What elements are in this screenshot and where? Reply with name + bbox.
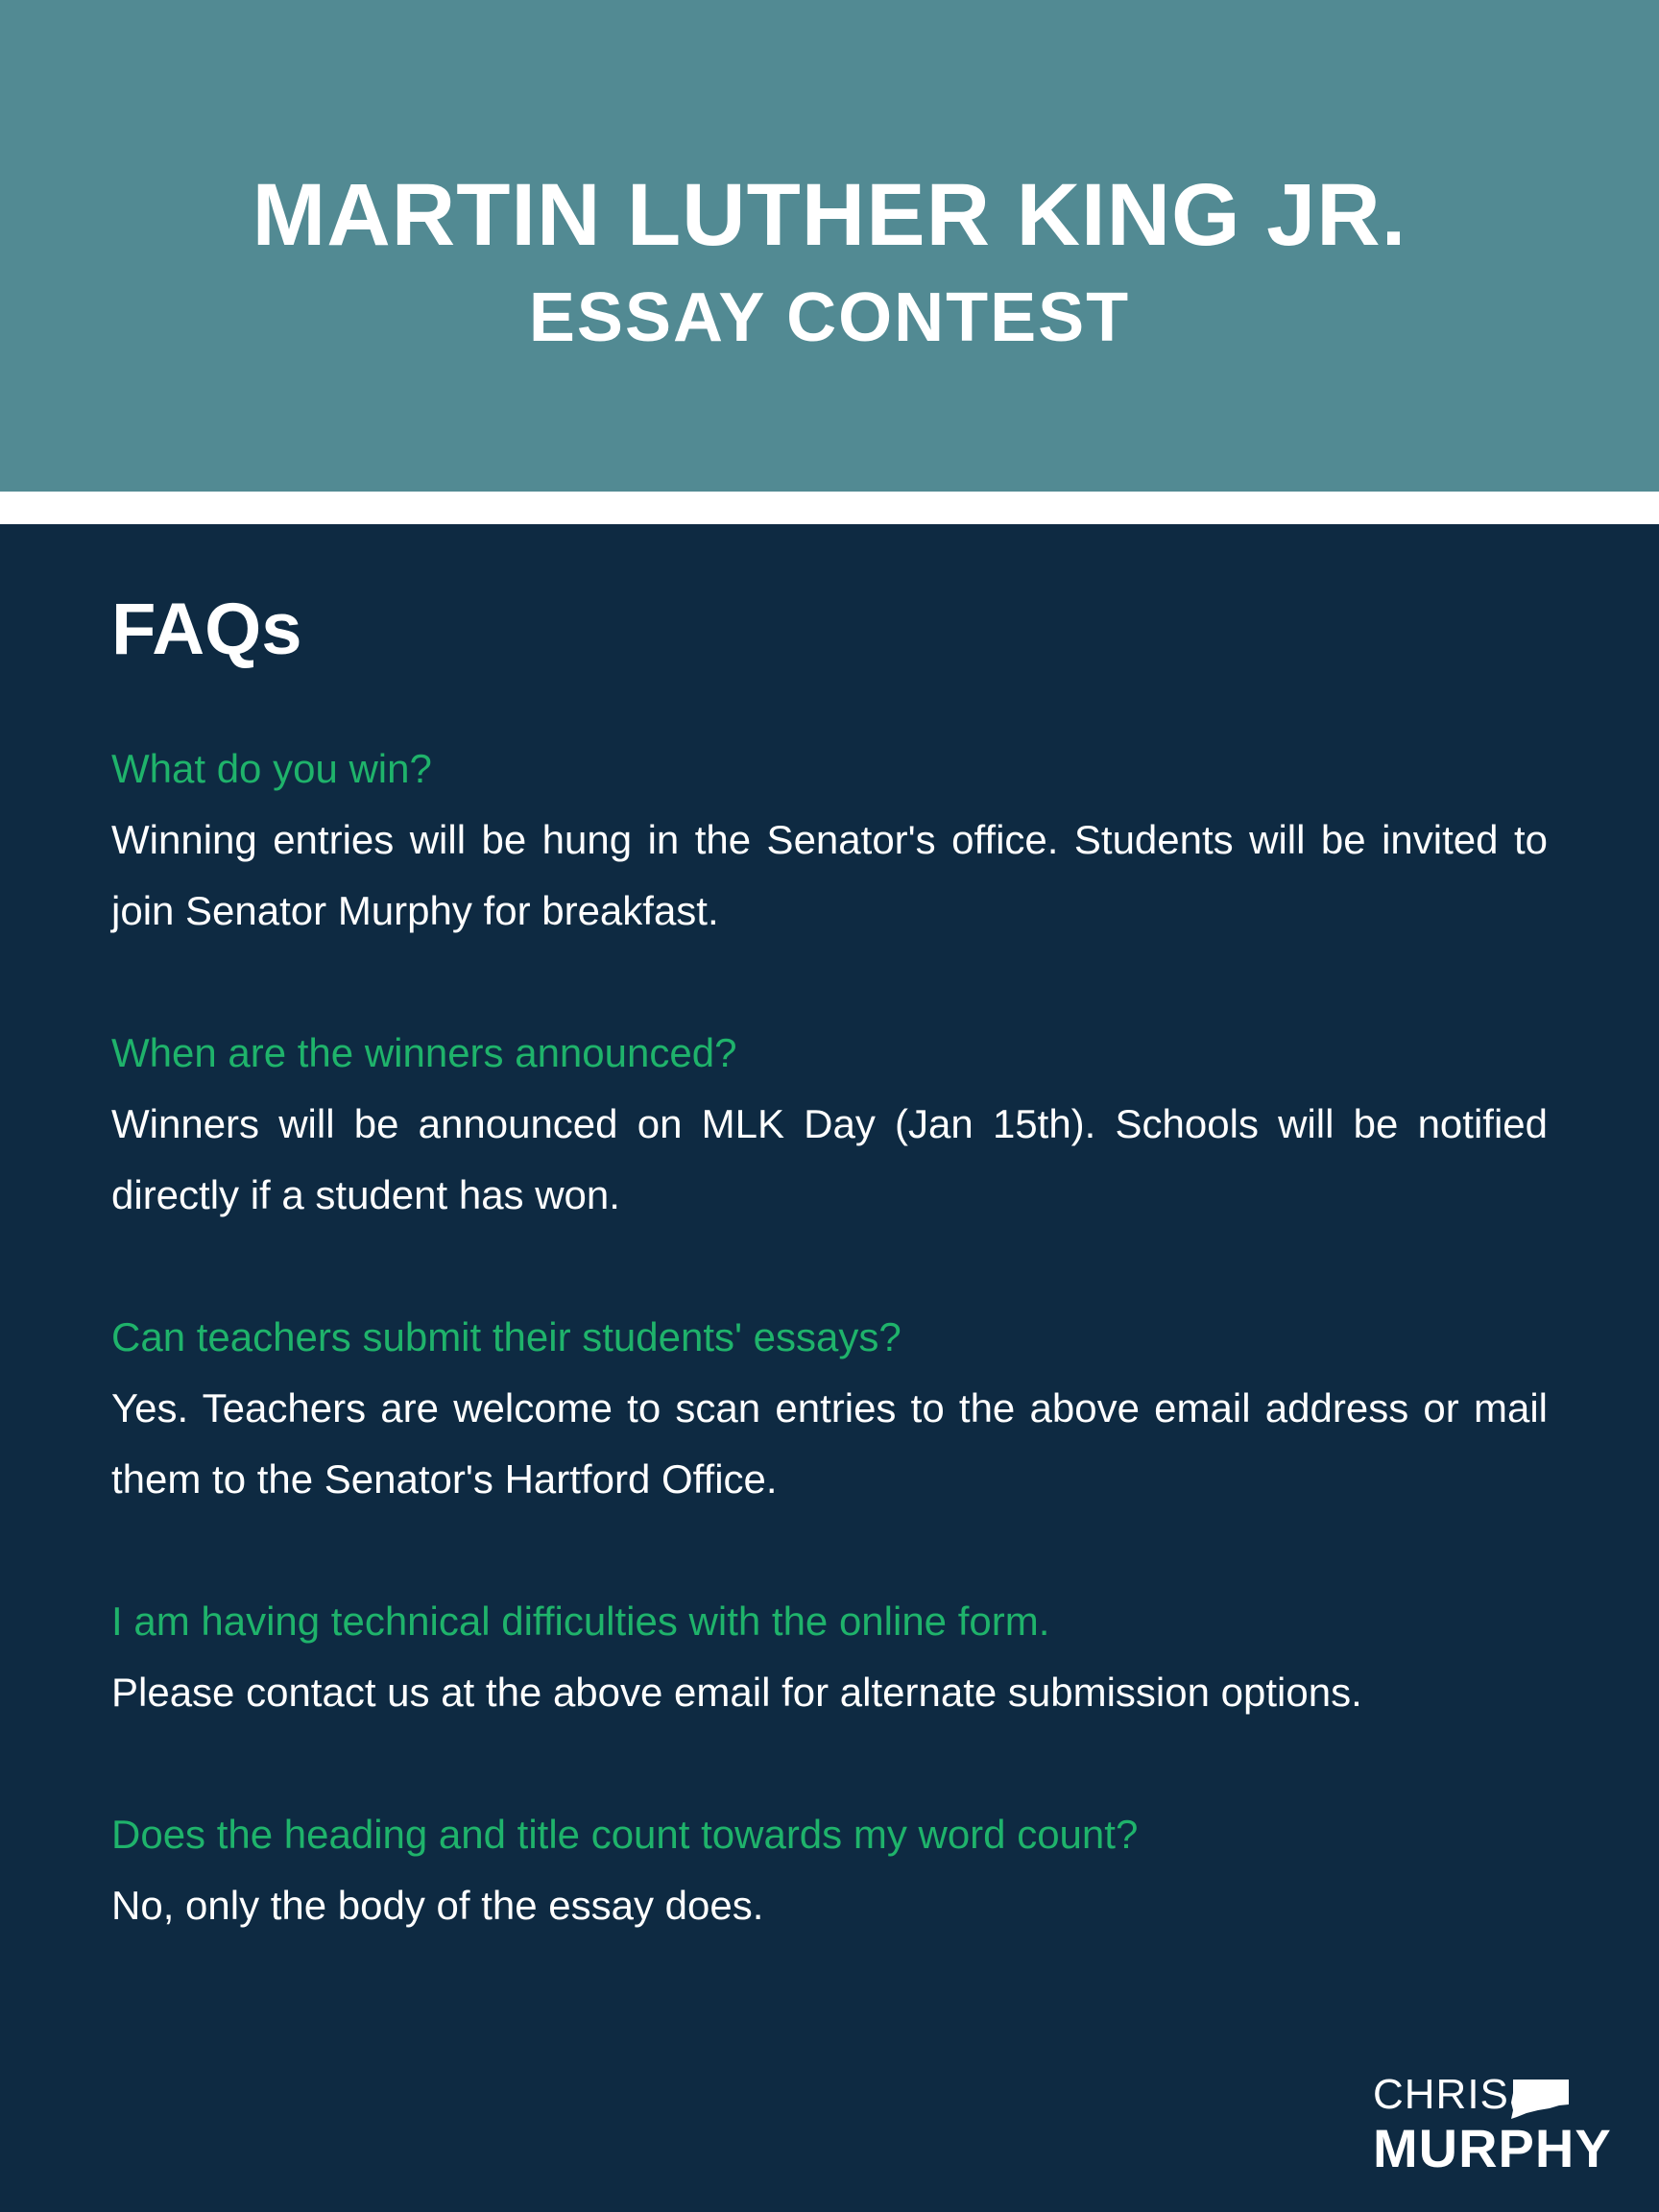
faq-question: What do you win? [111, 746, 432, 791]
faq-answer: No, only the body of the essay does. [111, 1883, 764, 1928]
faq-question: I am having technical difficulties with the online form. [111, 1599, 1050, 1644]
faq-item [111, 733, 1548, 947]
page-title: MARTIN LUTHER KING JR. [252, 166, 1407, 264]
faq-answer: Please contact us at the above email for alternate submission options. [111, 1670, 1362, 1715]
faq-question: Can teachers submit their students' essays? [111, 1314, 902, 1359]
chris-murphy-logo [1373, 2071, 1623, 2179]
faq-answer: Yes. Teachers are welcome to scan entries to the above email address or mail them to the Senator's Hartford Office. [111, 1385, 1548, 1502]
header-banner [0, 0, 1659, 492]
faq-question: When are the winners announced? [111, 1030, 737, 1075]
faq-answer: Winners will be announced on MLK Day (Jan 15th). Schools will be notified directly if a student has won. [111, 1101, 1548, 1217]
faq-list [111, 733, 1548, 2012]
logo-last-name: MURPHY [1373, 2118, 1612, 2178]
faq-question: Does the heading and title count towards my word count? [111, 1812, 1139, 1857]
connecticut-state-icon [1507, 2076, 1571, 2120]
faq-item [111, 1586, 1548, 1728]
faq-item [111, 1018, 1548, 1231]
header-divider [0, 492, 1659, 524]
faq-heading: FAQs [111, 589, 302, 670]
faq-item [111, 1302, 1548, 1515]
faq-answer: Winning entries will be hung in the Senator's office. Students will be invited to join Senator Murphy for breakfast. [111, 817, 1548, 933]
faq-item [111, 1799, 1548, 1941]
faq-section [0, 524, 1659, 2212]
logo-first-name: CHRIS [1373, 2071, 1509, 2118]
page-subtitle: ESSAY CONTEST [528, 279, 1131, 356]
